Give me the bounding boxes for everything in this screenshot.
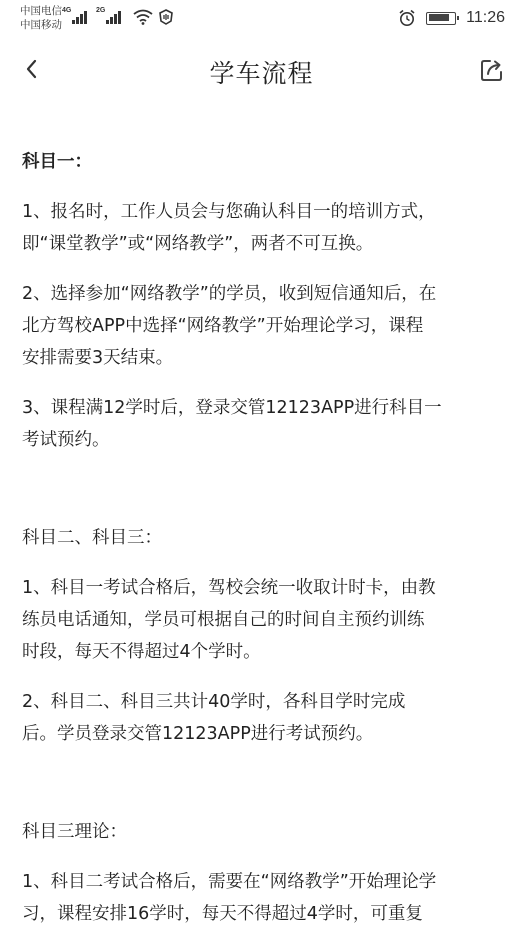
network-type-2: 2G (96, 7, 106, 14)
text-line: 时段，每天不得超过4个学时。 (22, 642, 261, 662)
section-heading: 科目一： (22, 152, 92, 172)
data-saver-icon (158, 9, 174, 25)
text-line: 北方驾校APP中选择“网络教学”开始理论学习，课程 (22, 316, 424, 336)
page-title: 学车流程 (209, 59, 314, 88)
nav-bar (0, 36, 523, 106)
text-line: 3、课程满12学时后，登录交管12123APP进行科目一 (22, 398, 442, 418)
process-content (22, 146, 502, 930)
carrier-2: 中国移动 (20, 19, 62, 31)
text-line: 考试预约。 (22, 430, 110, 450)
section-heading: 科目二、科目三： (22, 528, 162, 548)
carrier-names (20, 4, 62, 32)
alarm-icon (398, 9, 416, 27)
text-line: 安排需要3天结束。 (22, 348, 174, 368)
status-bar (0, 0, 523, 36)
section-heading: 科目三理论： (22, 822, 127, 842)
carrier-1: 中国电信 (20, 5, 62, 17)
text-line: 后。学员登录交管12123APP进行考试预约。 (22, 724, 374, 744)
text-line: 2、科目二、科目三共计40学时，各科目学时完成 (22, 692, 406, 712)
text-line: 1、报名时，工作人员会与您确认科目一的培训方式， (22, 202, 436, 222)
wifi-icon (133, 9, 153, 25)
status-time: 11:26 (466, 9, 505, 26)
text-line: 练员电话通知，学员可根据自己的时间自主预约训练 (22, 610, 425, 630)
section-subject-one (22, 146, 502, 456)
text-line: 即“课堂教学”或“网络教学”，两者不可互换。 (22, 234, 374, 254)
share-icon[interactable] (479, 57, 505, 83)
text-line: 1、科目一考试合格后，驾校会统一收取计时卡，由教 (22, 578, 436, 598)
battery-icon (426, 12, 456, 25)
text-line: 1、科目二考试合格后，需要在“网络教学”开始理论学 (22, 872, 437, 892)
text-line: 2、选择参加“网络教学”的学员，收到短信通知后，在 (22, 284, 437, 304)
network-type-1: 4G (62, 7, 72, 14)
section-subject-three-theory (22, 816, 502, 930)
section-subject-two-three (22, 522, 502, 750)
text-line: 习，课程安排16学时，每天不得超过4学时，可重复 (22, 904, 423, 924)
